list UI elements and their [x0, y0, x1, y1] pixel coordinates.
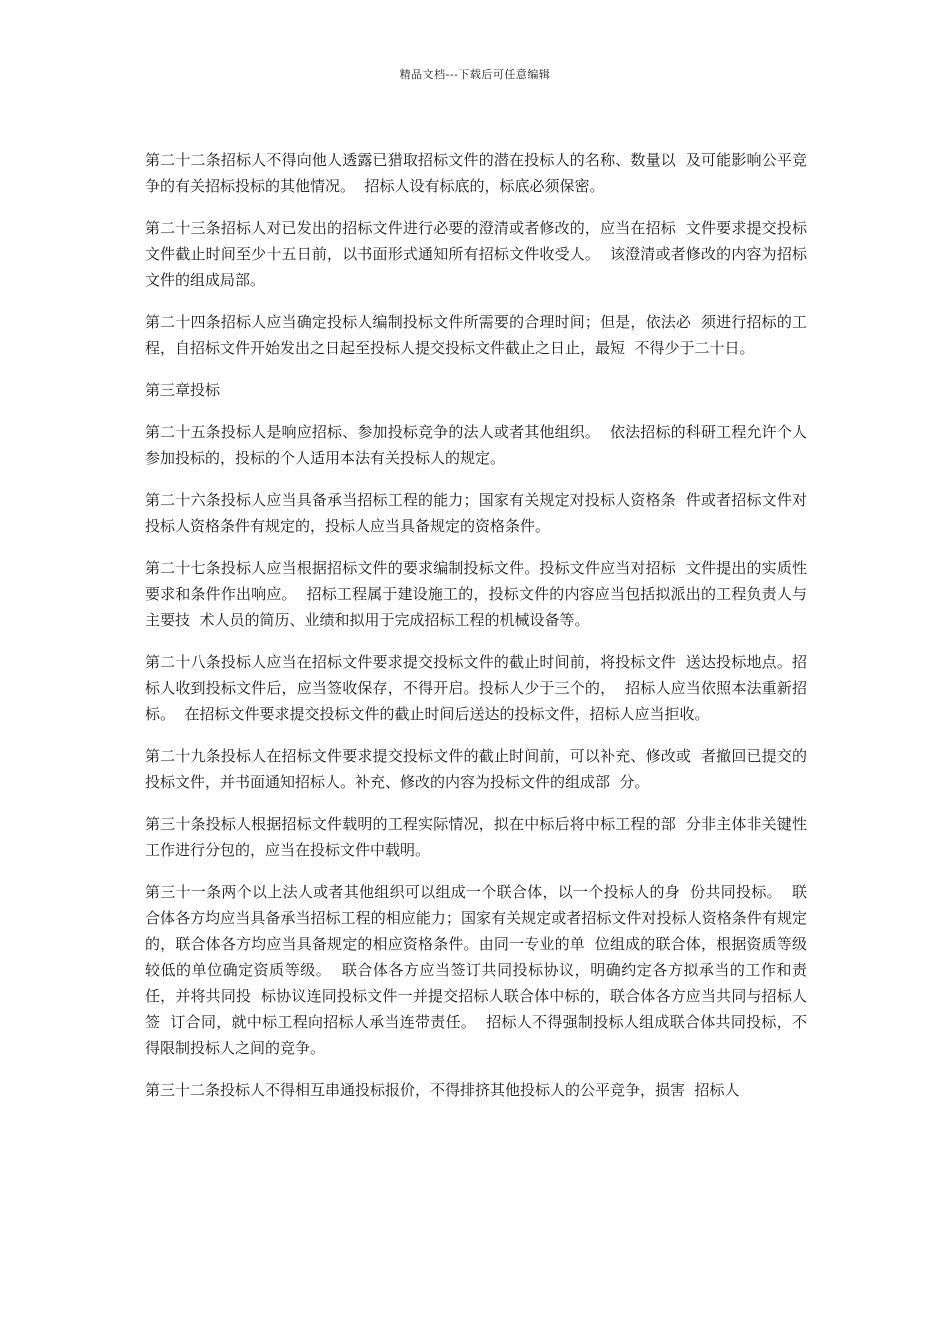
- article-28: 第二十八条投标人应当在招标文件要求提交投标文件的截止时间前，将投标文件 送达投标地点。招标人收到投标文件后，应当签收保存，不得开启。投标人少于三个的， 招标人应当依照本法重新招标。 在招标文件要求提交投标文件的截止时间后送达的投标文件，招标人应当拒收。: [145, 653, 807, 723]
- article-23: 第二十三条招标人对已发出的招标文件进行必要的澄清或者修改的，应当在招标 文件要求提交投标文件截止时间至少十五日前，以书面形式通知所有招标文件收受人。 该澄清或者修改的内容为招标文件的组成局部。: [145, 219, 807, 289]
- article-30: 第三十条投标人根据招标文件载明的工程实际情况，拟在中标后将中标工程的部 分非主体非关键性工作进行分包的，应当在投标文件中载明。: [145, 815, 807, 859]
- chapter-heading: 第三章投标: [145, 381, 221, 399]
- document-body: [145, 147, 807, 1119]
- article-27: 第二十七条投标人应当根据招标文件的要求编制投标文件。投标文件应当对招标 文件提出的实质性要求和条件作出响应。 招标工程属于建设施工的，投标文件的内容应当包括拟派出的工程负责人与主要技 术人员的简历、业绩和拟用于完成招标工程的机械设备等。: [145, 559, 807, 629]
- article-31: 第三十一条两个以上法人或者其他组织可以组成一个联合体，以一个投标人的身 份共同投标。 联合体各方均应当具备承当招标工程的相应能力；国家有关规定或者招标文件对投标人资格条件有规定的，联合体各方均应当具备规定的相应资格条件。由同一专业的单 位组成的联合体，根据资质等级较低的单位确定资质等级。 联合体各方应当签订共同投标协议，明确约定各方拟承当的工作和责任，并将共同投 标协议连同投标文件一并提交招标人联合体中标的，联合体各方应当共同与招标人签 订合同，就中标工程向招标人承当连带责任。 招标人不得强制投标人组成联合体共同投标，不得限制投标人之间的竞争。: [145, 883, 807, 1057]
- article-32: 第三十二条投标人不得相互串通投标报价，不得排挤其他投标人的公平竞争，损害 招标人: [145, 1081, 740, 1099]
- article-22: 第二十二条招标人不得向他人透露已猎取招标文件的潜在投标人的名称、数量以 及可能影响公平竞争的有关招标投标的其他情况。 招标人设有标底的，标底必须保密。: [145, 151, 807, 195]
- article-29: 第二十九条投标人在招标文件要求提交投标文件的截止时间前，可以补充、修改或 者撤回已提交的投标文件，并书面通知招标人。补充、修改的内容为投标文件的组成部 分。: [145, 747, 807, 791]
- article-26: 第二十六条投标人应当具备承当招标工程的能力；国家有关规定对投标人资格条 件或者招标文件对投标人资格条件有规定的，投标人应当具备规定的资格条件。: [145, 491, 807, 535]
- article-24: 第二十四条招标人应当确定投标人编制投标文件所需要的合理时间；但是，依法必 须进行招标的工程，自招标文件开始发出之日起至投标人提交投标文件截止之日止，最短 不得少于二十日。: [145, 313, 807, 357]
- page-header: 精品文档---下载后可任意编辑: [399, 68, 551, 81]
- article-25: 第二十五条投标人是响应招标、参加投标竞争的法人或者其他组织。 依法招标的科研工程允许个人参加投标的，投标的个人适用本法有关投标人的规定。: [145, 423, 807, 467]
